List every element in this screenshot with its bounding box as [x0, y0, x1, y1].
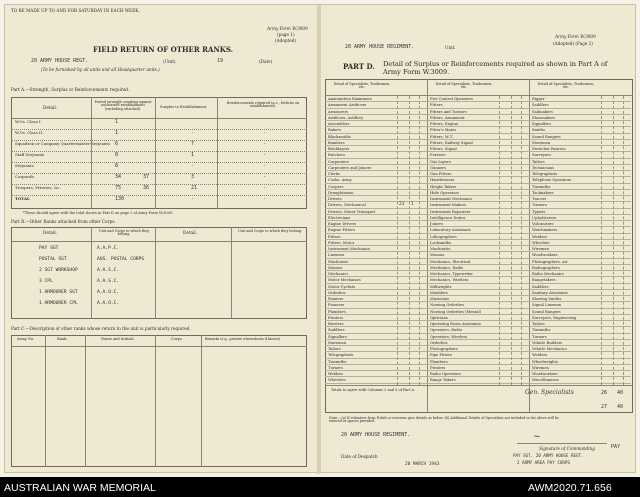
d-column-2 [427, 96, 529, 384]
b-row-unit: A.A.P.C. [97, 246, 120, 251]
d-row-label: Wheelers [529, 240, 631, 246]
d-row-label: Fitters [427, 102, 529, 108]
d-row-label: Welders [529, 234, 631, 240]
rank-label: Corporals [15, 174, 35, 179]
d-row-label: Operators, Wireless [427, 334, 529, 340]
archive-footer [0, 477, 640, 497]
d-row-label: Ammunition Examiners [325, 96, 427, 102]
d-row-label: Gun Fitters [427, 171, 529, 177]
army-form-right: Army Form W.3009 [555, 34, 596, 39]
page-label: (page 1) [277, 32, 295, 37]
b-row-unit: A.A.S.C. [97, 268, 120, 273]
b-row-detail: 2 SGT WORKSHOP [39, 268, 78, 273]
d-row-label: Shoeing Smiths [529, 296, 631, 302]
total2-a: 27 [601, 404, 608, 410]
d-row-label: Surveyors, Engineering [529, 315, 631, 321]
d-row-label: Storemen [529, 140, 631, 146]
d-row-label: Radio Operators [427, 371, 529, 377]
part-c-heading: Part C.—Description of other ranks whose return to the unit is particularly required. [11, 326, 191, 331]
unit-label: (Unit) [163, 59, 176, 64]
d-row-label: Shoemakers [529, 115, 631, 121]
reinf2-value: - [263, 130, 267, 136]
d-row-label: Fitters and Turners [427, 109, 529, 115]
reinf2-value: - [263, 141, 267, 147]
stamp-line-2: 2 ARMY AREA PAY CORPS [517, 460, 570, 465]
b-col-unit-2: Unit and Corps to which they belong. [237, 229, 303, 233]
d-row-label: Radio Mechanics [529, 271, 631, 277]
d-row-label: Saddlers [529, 102, 631, 108]
d-row-label: Millwrights [427, 284, 529, 290]
b-row-unit: A.A.O.C. [97, 290, 120, 295]
b-row-detail: 3 CPL [39, 279, 53, 284]
d-row-label: Stretcher Bearers [529, 146, 631, 152]
d-row-label: Photographers, Air [529, 259, 631, 265]
d-col-header-1: Detail of Specialists, Tradesmen, etc. [333, 82, 391, 90]
reinf-value: 3 [191, 174, 195, 180]
d-row-label: Tracers [529, 196, 631, 202]
stamp-line-1: PAY SGT. 20 ARMY HOUSE REGT. [513, 453, 584, 458]
d-row-label: Welders [325, 371, 427, 377]
d-row-label: Cooks, Army [325, 177, 427, 183]
d-row-label: Pipe Fitters [427, 352, 529, 358]
d-row-label: Carpenters and Joiners [325, 165, 427, 171]
strength-value: 75 [115, 185, 122, 191]
d-row-label: Miscellaneous [529, 377, 631, 383]
d-row-label: Upholsterers [529, 215, 631, 221]
b-row-unit: A.A.O.C. [97, 301, 120, 306]
rank-label: W.Os. Class II. [15, 130, 44, 135]
part-a-heading: Part A.—Strength, Surplus or Reinforcements required. [11, 87, 130, 92]
d-row-label: Butchers [325, 152, 427, 158]
d-row-label: Engine Fitters [325, 227, 427, 233]
footer-left: AUSTRALIAN WAR MEMORIAL [4, 482, 156, 494]
d-row-label: Fire Control Operators [427, 96, 529, 102]
rank-label: W.Os. Class I. [15, 119, 42, 124]
strength-value: 8 [115, 163, 119, 169]
d-row-label: Turners [529, 334, 631, 340]
strength-value: 34 [115, 174, 122, 180]
signature-label: Signature of Commanding [539, 446, 595, 451]
b-col-unit: Unit and Corps to which they belong. [98, 229, 150, 237]
d-row-label: Fitters, Motor [325, 240, 427, 246]
d-row-label: Fitters, Railway Signal [427, 140, 529, 146]
part-d-title: Detail of Surplus or Reinforcements required as shown in Part A of Army Form W.3009. [383, 60, 608, 77]
reinf-value: 7 [191, 141, 195, 147]
d-mark-value: 23 [399, 202, 405, 208]
d-row-label: Masons [325, 265, 427, 271]
form-sheet [4, 4, 636, 473]
d-row-label: Vehicle Mechanics [529, 346, 631, 352]
reinf-value: - [191, 163, 195, 169]
d-row-label: Joiners [427, 221, 529, 227]
despatch-typed: 20 MARCH 1943 [405, 462, 440, 467]
footnote-a: *These should agree with the total shown in Part D on page 2 of Army Form W.3009. [23, 211, 174, 215]
right-page [321, 5, 637, 474]
note: Note.—(a) If volunteer from Polish or overseas give details as below. (b) Additional Details of Specialists not included in list above will be entered in spaces provided. [329, 416, 559, 424]
d-row-label: Coopers [325, 184, 427, 190]
d-row-label: Carpenters [325, 159, 427, 165]
c-col-corps: Corps. [171, 337, 183, 341]
col-surplus: Surplus to Establishment. [160, 105, 208, 109]
reinf2-value: - [263, 163, 267, 169]
date-typed: 19 [217, 58, 224, 64]
d-row-label: Mechanics, Electrical [427, 259, 529, 265]
d-row-label: Musicians [427, 296, 529, 302]
rank-label: Troopers, Privates, &c. [15, 185, 61, 190]
d-row-label: Telephone Operators [529, 177, 631, 183]
d-column-1 [325, 96, 427, 384]
totals-hand: Gen. Specialists [525, 389, 574, 396]
d-row-label: Rangetakers [529, 277, 631, 283]
d-row-label: Armourers [325, 109, 427, 115]
d-mark-value: 1 [411, 202, 414, 208]
d-row-label: Hairdressers [427, 177, 529, 183]
d-row-label: Riveters [325, 321, 427, 327]
total2-b: 40 [617, 404, 624, 410]
d-row-label: Fitters, Engine [427, 121, 529, 127]
d-row-label: Signallers [529, 121, 631, 127]
d-row-label: Tailors [529, 321, 631, 327]
b-row-detail: PAY SGT [39, 246, 59, 251]
d-row-label: Signallers [325, 334, 427, 340]
d-row-label: Plumbers [427, 359, 529, 365]
footer-right: AWM2020.71.656 [528, 482, 612, 494]
strength-value: 1 [115, 119, 119, 125]
d-row-label: Woodworkers [529, 371, 631, 377]
d-row-label: Linemen [325, 252, 427, 258]
d-row-label: Vulcanisers [529, 221, 631, 227]
d-row-label: Woodworkers [529, 252, 631, 258]
d-row-label: Typists [529, 209, 631, 215]
d-row-label: Mechanics [325, 271, 427, 277]
d-row-label: Gas Layers [427, 159, 529, 165]
d-row-label: Armament Artificers [325, 102, 427, 108]
d-row-label: Fitters, Armament [427, 115, 529, 121]
d-row-label: Smiths [529, 127, 631, 133]
reinf2-value: - [263, 185, 267, 191]
d-row-label: Fitters, M.T. [427, 134, 529, 140]
d-row-label: Motor Cyclists [325, 284, 427, 290]
c-col-rank: Rank. [57, 337, 68, 341]
d-row-label: Wheelwrights [529, 359, 631, 365]
b-row-detail: 1 ARMOURER CPL [39, 301, 78, 306]
adopted-right: (Adopted) (Page 2) [553, 41, 593, 46]
col-reinf: Reinforcements required (a.e., Deficits on establishment). [226, 101, 300, 109]
completed-note: (To be furnished by all units and all Headquarter units.) [41, 67, 160, 72]
d-row-label: Tinsmiths [325, 359, 427, 365]
reinf2-value: - [263, 196, 267, 202]
d-row-label: Fitter's Mates [427, 127, 529, 133]
d-row-label: Bakers [325, 127, 427, 133]
d-row-label: Machinists [427, 246, 529, 252]
d-col-header-3: Detail of Specialists, Tradesmen, etc. [537, 82, 595, 90]
totals-label: Totals to agree with Columns 2 and 3 of Part A. [331, 388, 416, 392]
unit-bottom: 20 ARMY HOUSE REGIMENT. [341, 432, 411, 438]
d-row-label: Blacksmiths [325, 134, 427, 140]
d-row-label: Bricklayers [325, 146, 427, 152]
d-row-label: Pioneers [325, 302, 427, 308]
d-row-label: Telegraphists [529, 171, 631, 177]
d-row-label: Height Takers [427, 184, 529, 190]
d-row-label: Sound Rangers [529, 134, 631, 140]
reinf-value: - [191, 130, 195, 136]
d-row-label: Saddlers [529, 284, 631, 290]
d-row-label: Nursing Orderlies [427, 302, 529, 308]
d-row-label: Engine Drivers [325, 221, 427, 227]
d-row-label: Assemblers [325, 121, 427, 127]
unit-typed: 20 ARMY HOUSE REGT. [31, 58, 89, 64]
d-row-label: Tailors [325, 346, 427, 352]
d-row-label: Masons [427, 252, 529, 258]
d-row-label: Welders [529, 352, 631, 358]
d-row-label: Painters [325, 296, 427, 302]
reinf2-value: - [263, 174, 267, 180]
d-row-label: Lithographers [427, 234, 529, 240]
c-col-remarks: Remarks (e.g., present whereabouts if known). [205, 337, 281, 341]
army-form-label: Army Form W.3009 [267, 26, 308, 31]
d-row-label: Orderlies [325, 290, 427, 296]
d-row-label: Sanitary Assistants [529, 290, 631, 296]
adopted-label: (Adopted) [275, 38, 297, 43]
surplus-value: 36 [143, 185, 150, 191]
d-row-label: Printers [427, 365, 529, 371]
date-label: (Date) [259, 59, 273, 64]
d-row-label: Intelligence Duties [427, 215, 529, 221]
c-col-name: Name and Initials. [101, 337, 135, 341]
d-row-label: Rigger [529, 96, 631, 102]
strength-value: 130 [115, 196, 125, 202]
d-row-label: Mechanics, Typewriter [427, 271, 529, 277]
b-row-detail: POSTAL SGT [39, 257, 67, 262]
d-row-label: Plumbers [325, 309, 427, 315]
d-row-label: Wheelers [325, 377, 427, 383]
d-row-label: Watchmakers [529, 227, 631, 233]
d-row-label: Moulders [427, 290, 529, 296]
d-row-label: Drivers [325, 196, 427, 202]
d-row-label: Draughtsmen [325, 190, 427, 196]
rank-label: Staff Serjeants [15, 152, 45, 157]
d-row-label: Nursing Orderlies (Mental) [427, 309, 529, 315]
reinf2-value: - [263, 152, 267, 158]
d-row-label: Storemen [325, 340, 427, 346]
b-row-unit: A.A.S.C. [97, 279, 120, 284]
b-row-detail: 1 ARMOURER SGT [39, 290, 78, 295]
unit-label-right: Unit. [445, 45, 456, 50]
signature: ~ [533, 432, 541, 442]
col-detail: Detail. [43, 105, 58, 110]
d-row-label: Sailmakers [529, 109, 631, 115]
totals-b: 40 [617, 390, 624, 396]
d-row-label: Sound Rangers [529, 309, 631, 315]
d-row-label: Surveyors [529, 152, 631, 158]
d-row-label: Tinsmiths [529, 327, 631, 333]
d-row-label: Opticians [427, 315, 529, 321]
part-d-label: PART D. [343, 62, 375, 71]
rank-typed: PAY [611, 444, 621, 450]
d-row-label: Artificers, Artillery [325, 115, 427, 121]
d-column-3 [529, 96, 631, 384]
left-page [5, 5, 317, 474]
d-row-label: Instrument Mechanics [325, 246, 427, 252]
d-row-label: Electricians [325, 215, 427, 221]
d-row-label: Operators, Radio [427, 327, 529, 333]
d-row-label: Orderlies [427, 340, 529, 346]
d-row-label: Clerks [325, 171, 427, 177]
totals-a: 26 [601, 390, 608, 396]
reinf-value: 1 [191, 152, 195, 158]
reinf-value: 21 [191, 185, 198, 191]
d-row-label: Turners [325, 365, 427, 371]
d-row-label: Range Takers [427, 377, 529, 383]
d-row-label: Vehicle Builders [529, 340, 631, 346]
d-row-label: Saddlers [325, 327, 427, 333]
strength-value: 6 [115, 141, 119, 147]
rank-label: Serjeants [15, 163, 34, 168]
d-row-label: Bombers [325, 140, 427, 146]
d-row-label: Photographers [427, 346, 529, 352]
d-row-label: Mechanics, Wireless [427, 277, 529, 283]
d-row-label: Wiremen [529, 365, 631, 371]
d-row-label: Fitters, Signal [427, 146, 529, 152]
top-note: TO BE MADE UP TO AND FOR SATURDAY IN EACH WEEK. [11, 8, 140, 13]
d-row-label: Hide Operators [427, 190, 529, 196]
b-row-unit: AUS. POSTAL CORPS [97, 257, 145, 262]
d-row-label: Fitters [325, 234, 427, 240]
d-row-label: Motor Mechanics [325, 277, 427, 283]
despatch-label: Date of Despatch [341, 454, 378, 459]
reinf-value: - [191, 196, 195, 202]
d-row-label: Laboratory Assistants [427, 227, 529, 233]
rank-label: Squadron or Company Quartermaster-Serjeants [15, 141, 110, 146]
col-strength: Posted strength counting against authorised establishment (excluding attached). [94, 100, 152, 111]
d-row-label: Drivers, Motor Transport [325, 209, 427, 215]
d-row-label: Radiographers [529, 265, 631, 271]
d-row-label: Tinsmiths [529, 184, 631, 190]
d-row-label: Gunners [427, 165, 529, 171]
d-row-label: Machinists [325, 259, 427, 265]
strength-value: 1 [115, 130, 119, 136]
d-row-label: Locksmiths [427, 240, 529, 246]
d-row-label: Instrument Mechanics [427, 196, 529, 202]
d-row-label: Furriers [427, 152, 529, 158]
part-c-table [11, 335, 307, 467]
d-row-label: Wiremen [529, 246, 631, 252]
d-row-label: Instrument Repairers [427, 209, 529, 215]
d-row-label: Toolmakers [529, 190, 631, 196]
rank-label: TOTAL [15, 196, 30, 201]
c-col-armyno: Army No. [17, 337, 35, 341]
surplus-value: 37 [143, 174, 150, 180]
d-row-label: Signal Linemen [529, 302, 631, 308]
d-row-label: Printers [325, 315, 427, 321]
d-row-label: Technicians [529, 165, 631, 171]
b-col-detail: Detail. [43, 230, 58, 235]
unit-typed-right: 20 ARMY HOUSE REGIMENT. [345, 44, 415, 50]
d-row-label: Drivers, Mechanical [325, 202, 427, 208]
d-row-label: Mechanics, Radio [427, 265, 529, 271]
b-col-detail-2: Detail. [183, 230, 198, 235]
part-b-heading: Part B.—Other Ranks attached from other Corps. [11, 219, 116, 224]
d-row-label: Operating Room Assistants [427, 321, 529, 327]
d-row-label: Telegraphists [325, 352, 427, 358]
d-row-label: Instrument Makers [427, 202, 529, 208]
form-title: FIELD RETURN OF OTHER RANKS. [93, 45, 234, 54]
d-row-label: Turners [529, 202, 631, 208]
d-row-label: Tailors [529, 159, 631, 165]
d-col-header-2: Detail of Specialists, Tradesmen, etc. [435, 82, 493, 90]
strength-value: 8 [115, 152, 119, 158]
